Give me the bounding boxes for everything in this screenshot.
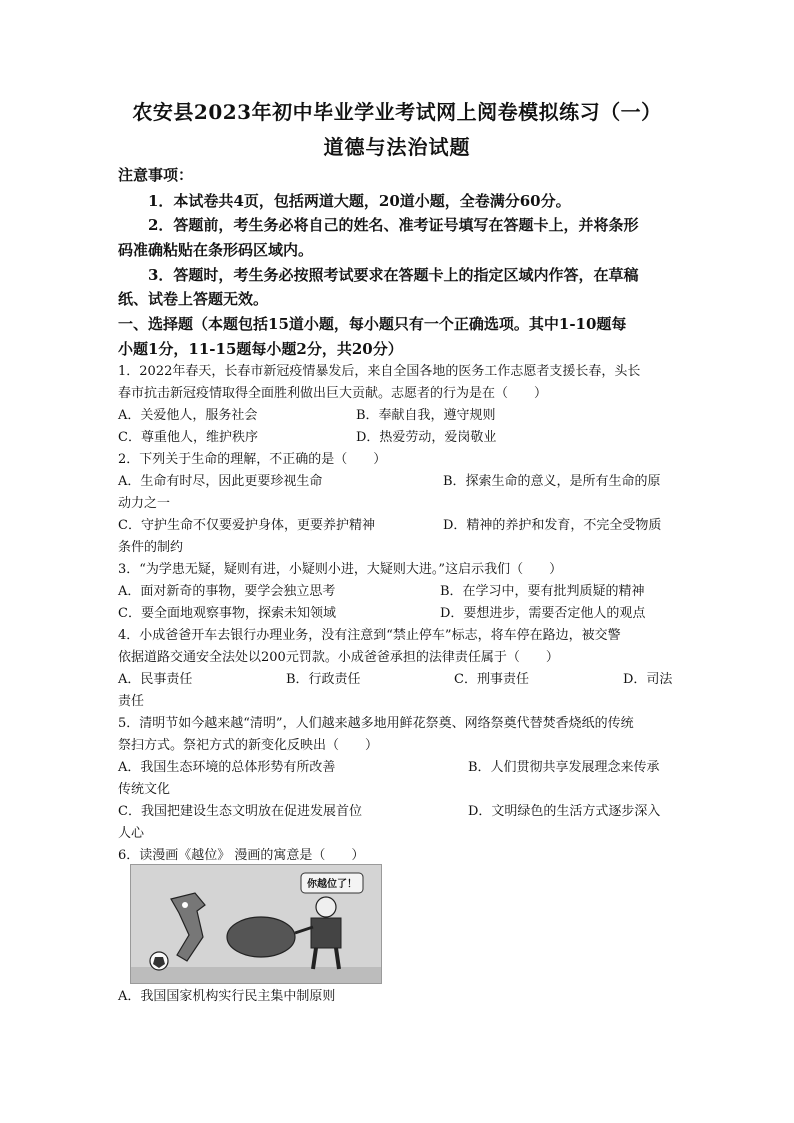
speech-bubble-text: 你越位了！	[307, 879, 357, 890]
q3-options-row1	[118, 581, 678, 603]
pot	[227, 917, 295, 957]
q5-option-a: A．我国生态环境的总体形势有所改善	[118, 760, 336, 775]
q6-option-a: A．我国国家机构实行民主集中制原则	[118, 989, 336, 1004]
section1-heading: 一、选择题（本题包括15道小题，每小题只有一个正确选项。其中1-10题每	[118, 315, 627, 333]
q4-stem: 4．小成爸爸开车去银行办理业务，没有注意到“禁止停车”标志，将车停在路边，被交警	[118, 628, 621, 643]
section1-heading-cont: 小题1分，11-15题每小题2分，共20分）	[118, 340, 403, 358]
q5-stem-cont: 祭扫方式。祭祀方式的新变化反映出（ ）	[118, 738, 379, 753]
referee-head	[316, 897, 336, 917]
q4-stem-cont: 依据道路交通安全法处以200元罚款。小成爸爸承担的法律责任属于（ ）	[118, 650, 559, 665]
exam-title: 农安县2023年初中毕业学业考试网上阅卷模拟练习（一）	[132, 100, 662, 124]
q5-option-c: C．我国把建设生态文明放在促进发展首位	[118, 804, 362, 819]
q2-options-row2	[118, 515, 678, 537]
referee-leg-left	[313, 948, 316, 969]
q2-option-d-cont: 条件的制约	[118, 540, 184, 555]
character-eye	[182, 902, 188, 908]
cartoon-illustration	[131, 865, 381, 983]
q2-option-a: A．生命有时尽，因此更要珍视生命	[118, 474, 323, 489]
q4-options-row	[118, 669, 678, 691]
referee-leg-right	[336, 948, 339, 969]
q1-options-row1	[118, 405, 678, 427]
q4-option-d: D．司法	[623, 672, 673, 687]
q5-options-row2	[118, 801, 678, 823]
q2-option-b-cont: 动力之一	[118, 496, 171, 511]
q2-option-b: B．探索生命的意义，是所有生命的原	[443, 474, 661, 489]
q5-option-b-cont: 传统文化	[118, 782, 171, 797]
q1-option-d: D．热爱劳动，爱岗敬业	[356, 430, 497, 445]
q1-option-a: A．关爱他人，服务社会	[118, 408, 258, 423]
q5-option-d-cont: 人心	[118, 826, 145, 841]
q4-option-a: A．民事责任	[118, 672, 193, 687]
running-character	[171, 893, 205, 961]
note-3-cont: 纸、试卷上答题无效。	[118, 290, 269, 308]
q3-option-d: D．要想进步，需要否定他人的观点	[440, 606, 646, 621]
q1-options-row2	[118, 427, 678, 449]
q3-option-b: B．在学习中，要有批判质疑的精神	[440, 584, 645, 599]
note-2: 2．答题前，考生务必将自己的姓名、准考证号填写在答题卡上，并将条形	[148, 216, 639, 234]
q1-option-b: B．奉献自我，遵守规则	[356, 408, 496, 423]
q3-option-c: C．要全面地观察事物，探索未知领域	[118, 606, 336, 621]
q6-stem: 6．读漫画《越位》 漫画的寓意是（ ）	[118, 848, 365, 863]
q2-option-c: C．守护生命不仅要爱护身体，更要养护精神	[118, 518, 375, 533]
note-3: 3．答题时，考生务必按照考试要求在答题卡上的指定区域内作答，在草稿	[148, 266, 639, 284]
note-1: 1．本试卷共4页，包括两道大题，20道小题，全卷满分60分。	[148, 192, 571, 210]
q1-stem-cont: 春市抗击新冠疫情取得全面胜利做出巨大贡献。志愿者的行为是在（ ）	[118, 386, 548, 401]
exam-subject: 道德与法治试题	[323, 135, 471, 159]
q2-options-row1	[118, 471, 678, 493]
note-2-cont: 码准确粘贴在条形码区域内。	[118, 241, 314, 259]
pot-handle	[295, 927, 313, 933]
q2-stem: 2．下列关于生命的理解，不正确的是（ ）	[118, 452, 387, 467]
q4-option-b: B．行政责任	[286, 672, 361, 687]
q5-option-b: B．人们贯彻共享发展理念来传承	[468, 760, 660, 775]
notes-heading: 注意事项：	[118, 166, 194, 184]
q3-option-a: A．面对新奇的事物，要学会独立思考	[118, 584, 336, 599]
q3-stem: 3．“为学患无疑，疑则有进，小疑则小进，大疑则大进。”这启示我们（ ）	[118, 562, 563, 577]
q1-option-c: C．尊重他人，维护秩序	[118, 430, 258, 445]
q5-option-d: D．文明绿色的生活方式逐步深入	[468, 804, 661, 819]
q4-option-c: C．刑事责任	[454, 672, 529, 687]
cartoon-offside	[130, 864, 382, 984]
referee-body	[311, 918, 341, 948]
q3-options-row2	[118, 603, 678, 625]
q1-stem: 1．2022年春天，长春市新冠疫情暴发后，来自全国各地的医务工作志愿者支援长春，头长	[118, 364, 641, 379]
cartoon-ground	[131, 967, 381, 983]
q2-option-d: D．精神的养护和发育，不完全受物质	[443, 518, 662, 533]
q5-options-row1	[118, 757, 678, 779]
q5-stem: 5．清明节如今越来越“清明”，人们越来越多地用鲜花祭奠、网络祭奠代替焚香烧纸的传统	[118, 716, 634, 731]
q4-option-d-cont: 责任	[118, 694, 145, 709]
